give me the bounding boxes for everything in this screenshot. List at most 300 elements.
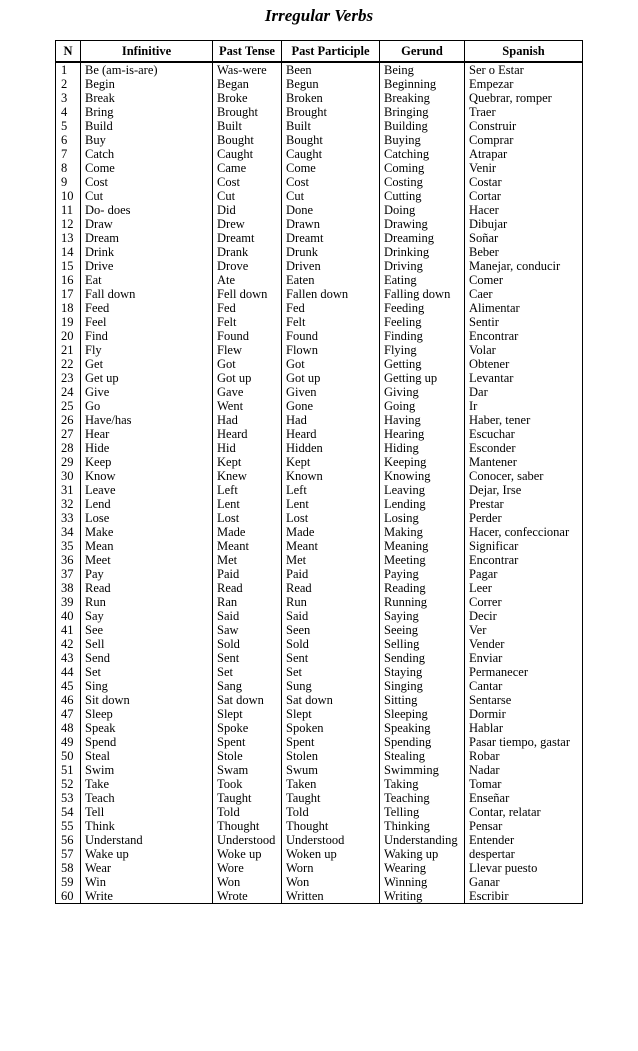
cell-infinitive: Fall down [81, 287, 213, 301]
cell-spanish: Hacer, confeccionar [465, 525, 583, 539]
cell-spanish: Ver [465, 623, 583, 637]
cell-gerund: Stealing [380, 749, 465, 763]
cell-past-tense: Sat down [213, 693, 282, 707]
cell-past-tense: Hid [213, 441, 282, 455]
cell-past-tense: Left [213, 483, 282, 497]
table-row [56, 343, 583, 357]
cell-n: 1 [56, 62, 81, 77]
cell-gerund: Hearing [380, 427, 465, 441]
table-row [56, 77, 583, 91]
cell-past-participle: Felt [282, 315, 380, 329]
cell-gerund: Being [380, 62, 465, 77]
cell-past-participle: Left [282, 483, 380, 497]
cell-spanish: Mantener [465, 455, 583, 469]
cell-gerund: Understanding [380, 833, 465, 847]
cell-n: 30 [56, 469, 81, 483]
cell-gerund: Selling [380, 637, 465, 651]
cell-infinitive: Speak [81, 721, 213, 735]
cell-gerund: Writing [380, 889, 465, 904]
cell-past-participle: Won [282, 875, 380, 889]
cell-past-participle: Made [282, 525, 380, 539]
cell-infinitive: Draw [81, 217, 213, 231]
cell-infinitive: Do- does [81, 203, 213, 217]
cell-gerund: Telling [380, 805, 465, 819]
cell-spanish: Perder [465, 511, 583, 525]
cell-past-participle: Drunk [282, 245, 380, 259]
cell-past-tense: Heard [213, 427, 282, 441]
cell-past-participle: Heard [282, 427, 380, 441]
table-row [56, 371, 583, 385]
cell-infinitive: Go [81, 399, 213, 413]
cell-infinitive: Sit down [81, 693, 213, 707]
cell-past-tense: Swam [213, 763, 282, 777]
cell-infinitive: Run [81, 595, 213, 609]
table-row [56, 833, 583, 847]
cell-n: 3 [56, 91, 81, 105]
cell-gerund: Driving [380, 259, 465, 273]
cell-gerund: Making [380, 525, 465, 539]
table-row [56, 623, 583, 637]
cell-infinitive: Meet [81, 553, 213, 567]
cell-infinitive: Sell [81, 637, 213, 651]
column-header-spanish: Spanish [465, 41, 583, 63]
cell-past-tense: Thought [213, 819, 282, 833]
cell-past-participle: Said [282, 609, 380, 623]
cell-past-tense: Came [213, 161, 282, 175]
cell-spanish: Ir [465, 399, 583, 413]
cell-n: 4 [56, 105, 81, 119]
table-row [56, 497, 583, 511]
table-row [56, 399, 583, 413]
cell-gerund: Falling down [380, 287, 465, 301]
cell-spanish: Obtener [465, 357, 583, 371]
cell-n: 13 [56, 231, 81, 245]
cell-infinitive: Lend [81, 497, 213, 511]
table-row [56, 651, 583, 665]
cell-gerund: Swimming [380, 763, 465, 777]
cell-n: 51 [56, 763, 81, 777]
table-row [56, 441, 583, 455]
cell-past-tense: Kept [213, 455, 282, 469]
cell-n: 9 [56, 175, 81, 189]
table-row [56, 427, 583, 441]
table-row [56, 581, 583, 595]
cell-infinitive: Keep [81, 455, 213, 469]
cell-infinitive: Drink [81, 245, 213, 259]
cell-past-participle: Sent [282, 651, 380, 665]
cell-past-participle: Read [282, 581, 380, 595]
cell-n: 39 [56, 595, 81, 609]
cell-gerund: Flying [380, 343, 465, 357]
cell-infinitive: Leave [81, 483, 213, 497]
cell-gerund: Drawing [380, 217, 465, 231]
cell-gerund: Leaving [380, 483, 465, 497]
table-row [56, 511, 583, 525]
cell-infinitive: Catch [81, 147, 213, 161]
table-row [56, 161, 583, 175]
cell-past-participle: Sold [282, 637, 380, 651]
cell-gerund: Catching [380, 147, 465, 161]
table-row [56, 847, 583, 861]
cell-spanish: Prestar [465, 497, 583, 511]
table-body [56, 62, 583, 904]
cell-past-tense: Fell down [213, 287, 282, 301]
cell-spanish: Pagar [465, 567, 583, 581]
cell-past-tense: Spoke [213, 721, 282, 735]
cell-past-tense: Drew [213, 217, 282, 231]
table-row [56, 245, 583, 259]
cell-n: 40 [56, 609, 81, 623]
cell-spanish: Empezar [465, 77, 583, 91]
cell-spanish: Levantar [465, 371, 583, 385]
column-header-infinitive: Infinitive [81, 41, 213, 63]
cell-gerund: Getting up [380, 371, 465, 385]
cell-n: 42 [56, 637, 81, 651]
cell-past-tense: Had [213, 413, 282, 427]
cell-spanish: Encontrar [465, 329, 583, 343]
table-row [56, 413, 583, 427]
cell-past-tense: Went [213, 399, 282, 413]
cell-infinitive: Give [81, 385, 213, 399]
cell-past-tense: Lost [213, 511, 282, 525]
cell-past-participle: Stolen [282, 749, 380, 763]
cell-n: 52 [56, 777, 81, 791]
cell-spanish: Costar [465, 175, 583, 189]
cell-gerund: Meaning [380, 539, 465, 553]
cell-infinitive: Have/has [81, 413, 213, 427]
cell-gerund: Wearing [380, 861, 465, 875]
cell-infinitive: Understand [81, 833, 213, 847]
cell-infinitive: Tell [81, 805, 213, 819]
cell-past-tense: Wore [213, 861, 282, 875]
cell-gerund: Saying [380, 609, 465, 623]
cell-past-tense: Understood [213, 833, 282, 847]
cell-past-tense: Lent [213, 497, 282, 511]
cell-infinitive: Pay [81, 567, 213, 581]
cell-infinitive: Make [81, 525, 213, 539]
table-row [56, 455, 583, 469]
cell-past-participle: Given [282, 385, 380, 399]
table-header-row [56, 41, 583, 63]
cell-past-participle: Been [282, 62, 380, 77]
cell-gerund: Sitting [380, 693, 465, 707]
cell-past-tense: Flew [213, 343, 282, 357]
cell-n: 41 [56, 623, 81, 637]
cell-gerund: Coming [380, 161, 465, 175]
cell-spanish: Sentarse [465, 693, 583, 707]
cell-n: 2 [56, 77, 81, 91]
cell-spanish: Conocer, saber [465, 469, 583, 483]
cell-n: 34 [56, 525, 81, 539]
cell-gerund: Costing [380, 175, 465, 189]
cell-infinitive: Get up [81, 371, 213, 385]
cell-past-tense: Drove [213, 259, 282, 273]
cell-gerund: Reading [380, 581, 465, 595]
cell-n: 26 [56, 413, 81, 427]
cell-past-participle: Woken up [282, 847, 380, 861]
table-row [56, 693, 583, 707]
cell-gerund: Feeling [380, 315, 465, 329]
cell-past-tense: Got [213, 357, 282, 371]
cell-past-participle: Gone [282, 399, 380, 413]
cell-spanish: Dibujar [465, 217, 583, 231]
cell-gerund: Having [380, 413, 465, 427]
cell-past-participle: Spent [282, 735, 380, 749]
cell-spanish: Significar [465, 539, 583, 553]
cell-spanish: Cortar [465, 189, 583, 203]
table-row [56, 175, 583, 189]
table-row [56, 147, 583, 161]
cell-past-participle: Told [282, 805, 380, 819]
cell-gerund: Dreaming [380, 231, 465, 245]
cell-past-participle: Taken [282, 777, 380, 791]
cell-gerund: Going [380, 399, 465, 413]
cell-n: 6 [56, 133, 81, 147]
cell-gerund: Finding [380, 329, 465, 343]
cell-spanish: Manejar, conducir [465, 259, 583, 273]
cell-gerund: Spending [380, 735, 465, 749]
table-row [56, 105, 583, 119]
table-row [56, 189, 583, 203]
cell-infinitive: Feed [81, 301, 213, 315]
table-row [56, 329, 583, 343]
cell-past-tense: Wrote [213, 889, 282, 904]
cell-past-tense: Took [213, 777, 282, 791]
cell-infinitive: Eat [81, 273, 213, 287]
cell-n: 14 [56, 245, 81, 259]
cell-infinitive: Teach [81, 791, 213, 805]
cell-past-participle: Driven [282, 259, 380, 273]
table-row [56, 483, 583, 497]
cell-spanish: Pasar tiempo, gastar [465, 735, 583, 749]
cell-past-participle: Got [282, 357, 380, 371]
cell-infinitive: Drive [81, 259, 213, 273]
cell-past-participle: Fallen down [282, 287, 380, 301]
cell-spanish: Quebrar, romper [465, 91, 583, 105]
cell-spanish: Beber [465, 245, 583, 259]
table-row [56, 231, 583, 245]
table-row [56, 385, 583, 399]
cell-spanish: Ganar [465, 875, 583, 889]
cell-n: 31 [56, 483, 81, 497]
cell-n: 57 [56, 847, 81, 861]
cell-n: 56 [56, 833, 81, 847]
cell-past-tense: Knew [213, 469, 282, 483]
cell-infinitive: Feel [81, 315, 213, 329]
cell-infinitive: Know [81, 469, 213, 483]
cell-spanish: Escuchar [465, 427, 583, 441]
cell-past-participle: Got up [282, 371, 380, 385]
cell-past-participle: Slept [282, 707, 380, 721]
cell-past-participle: Lost [282, 511, 380, 525]
cell-past-participle: Run [282, 595, 380, 609]
cell-past-participle: Taught [282, 791, 380, 805]
table-row [56, 805, 583, 819]
table-row [56, 791, 583, 805]
cell-infinitive: Bring [81, 105, 213, 119]
cell-infinitive: Be (am-is-are) [81, 62, 213, 77]
table-row [56, 861, 583, 875]
cell-past-tense: Was-were [213, 62, 282, 77]
cell-past-tense: Saw [213, 623, 282, 637]
cell-n: 15 [56, 259, 81, 273]
cell-gerund: Giving [380, 385, 465, 399]
cell-n: 8 [56, 161, 81, 175]
cell-past-participle: Understood [282, 833, 380, 847]
cell-spanish: Escribir [465, 889, 583, 904]
cell-infinitive: Hear [81, 427, 213, 441]
cell-n: 60 [56, 889, 81, 904]
cell-gerund: Sleeping [380, 707, 465, 721]
cell-past-tense: Met [213, 553, 282, 567]
cell-spanish: Decir [465, 609, 583, 623]
cell-n: 47 [56, 707, 81, 721]
cell-n: 53 [56, 791, 81, 805]
cell-spanish: Llevar puesto [465, 861, 583, 875]
cell-past-participle: Brought [282, 105, 380, 119]
cell-n: 11 [56, 203, 81, 217]
cell-past-tense: Ran [213, 595, 282, 609]
table-row [56, 609, 583, 623]
table-row [56, 539, 583, 553]
cell-n: 25 [56, 399, 81, 413]
cell-spanish: Leer [465, 581, 583, 595]
cell-past-participle: Kept [282, 455, 380, 469]
cell-n: 54 [56, 805, 81, 819]
cell-n: 20 [56, 329, 81, 343]
cell-past-participle: Broken [282, 91, 380, 105]
cell-past-tense: Woke up [213, 847, 282, 861]
cell-n: 32 [56, 497, 81, 511]
cell-gerund: Seeing [380, 623, 465, 637]
cell-n: 22 [56, 357, 81, 371]
cell-spanish: Caer [465, 287, 583, 301]
cell-spanish: Robar [465, 749, 583, 763]
cell-gerund: Lending [380, 497, 465, 511]
cell-infinitive: Swim [81, 763, 213, 777]
cell-gerund: Taking [380, 777, 465, 791]
cell-spanish: Encontrar [465, 553, 583, 567]
cell-spanish: Entender [465, 833, 583, 847]
cell-n: 48 [56, 721, 81, 735]
cell-n: 33 [56, 511, 81, 525]
cell-spanish: Soñar [465, 231, 583, 245]
cell-past-tense: Taught [213, 791, 282, 805]
cell-n: 58 [56, 861, 81, 875]
column-header-n: N [56, 41, 81, 63]
table-row [56, 553, 583, 567]
cell-spanish: Enviar [465, 651, 583, 665]
table-row [56, 637, 583, 651]
table-row [56, 357, 583, 371]
cell-gerund: Paying [380, 567, 465, 581]
cell-infinitive: Lose [81, 511, 213, 525]
cell-past-tense: Paid [213, 567, 282, 581]
cell-n: 45 [56, 679, 81, 693]
cell-spanish: Volar [465, 343, 583, 357]
cell-gerund: Waking up [380, 847, 465, 861]
cell-n: 44 [56, 665, 81, 679]
table-row [56, 735, 583, 749]
cell-n: 35 [56, 539, 81, 553]
table-row [56, 707, 583, 721]
cell-past-participle: Eaten [282, 273, 380, 287]
cell-gerund: Speaking [380, 721, 465, 735]
cell-gerund: Bringing [380, 105, 465, 119]
cell-n: 29 [56, 455, 81, 469]
cell-infinitive: Say [81, 609, 213, 623]
column-header-past-tense: Past Tense [213, 41, 282, 63]
cell-gerund: Staying [380, 665, 465, 679]
table-row [56, 875, 583, 889]
cell-spanish: Cantar [465, 679, 583, 693]
cell-past-tense: Gave [213, 385, 282, 399]
cell-n: 24 [56, 385, 81, 399]
page-title: Irregular Verbs [264, 6, 374, 25]
cell-n: 7 [56, 147, 81, 161]
cell-spanish: Dejar, Irse [465, 483, 583, 497]
cell-past-participle: Cut [282, 189, 380, 203]
cell-past-tense: Bought [213, 133, 282, 147]
cell-infinitive: Find [81, 329, 213, 343]
cell-past-participle: Swum [282, 763, 380, 777]
cell-spanish: Vender [465, 637, 583, 651]
cell-spanish: Traer [465, 105, 583, 119]
table-row [56, 567, 583, 581]
cell-infinitive: Sing [81, 679, 213, 693]
cell-past-tense: Told [213, 805, 282, 819]
cell-past-tense: Drank [213, 245, 282, 259]
cell-past-participle: Written [282, 889, 380, 904]
cell-past-tense: Began [213, 77, 282, 91]
table-row [56, 62, 583, 77]
cell-infinitive: Hide [81, 441, 213, 455]
cell-infinitive: Read [81, 581, 213, 595]
cell-gerund: Buying [380, 133, 465, 147]
table-row [56, 819, 583, 833]
cell-n: 18 [56, 301, 81, 315]
cell-past-tense: Ate [213, 273, 282, 287]
cell-spanish: Tomar [465, 777, 583, 791]
cell-past-tense: Cut [213, 189, 282, 203]
cell-gerund: Beginning [380, 77, 465, 91]
table-row [56, 721, 583, 735]
column-header-past-participle: Past Participle [282, 41, 380, 63]
cell-spanish: Permanecer [465, 665, 583, 679]
cell-infinitive: Dream [81, 231, 213, 245]
cell-infinitive: Win [81, 875, 213, 889]
cell-infinitive: Cost [81, 175, 213, 189]
cell-n: 27 [56, 427, 81, 441]
cell-n: 38 [56, 581, 81, 595]
cell-past-tense: Cost [213, 175, 282, 189]
cell-gerund: Knowing [380, 469, 465, 483]
cell-past-tense: Dreamt [213, 231, 282, 245]
cell-gerund: Getting [380, 357, 465, 371]
cell-past-tense: Said [213, 609, 282, 623]
cell-n: 28 [56, 441, 81, 455]
cell-gerund: Losing [380, 511, 465, 525]
cell-past-tense: Got up [213, 371, 282, 385]
cell-infinitive: Fly [81, 343, 213, 357]
table-row [56, 749, 583, 763]
cell-spanish: Venir [465, 161, 583, 175]
cell-infinitive: Send [81, 651, 213, 665]
cell-gerund: Running [380, 595, 465, 609]
table-row [56, 203, 583, 217]
cell-spanish: Hacer [465, 203, 583, 217]
cell-past-tense: Read [213, 581, 282, 595]
